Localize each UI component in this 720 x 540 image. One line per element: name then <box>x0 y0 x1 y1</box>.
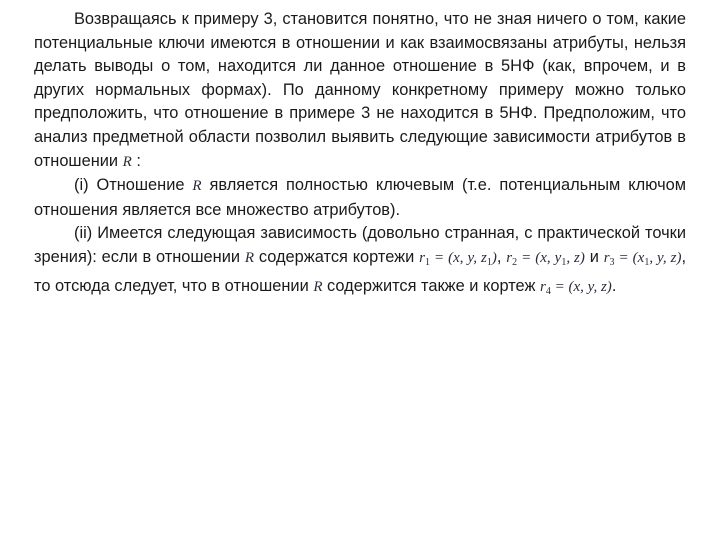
tuple-r1-index: 1 <box>424 256 430 268</box>
tuple-r3-index: 3 <box>609 256 615 268</box>
condition-i-lead: (i) Отношение <box>74 176 185 195</box>
tuple-r1-letter: r <box>419 249 425 266</box>
tuple-r2-index: 2 <box>512 256 518 268</box>
tuple-r3-value-sub: 1 <box>644 256 650 268</box>
condition-ii-lead: (ii) Имеется следующая зависимость (довольно странная, с практической точки зрения): если в отношении <box>34 224 686 266</box>
relation-R-symbol: R <box>244 249 255 266</box>
tuple-r4-formula <box>540 279 612 295</box>
relation-R-symbol: R <box>192 178 202 195</box>
tuple-r2-value-start: (x, y <box>535 249 562 266</box>
tuple-r4-letter: r <box>540 278 546 295</box>
condition-ii-comma: , <box>496 247 502 266</box>
paragraph-intro-colon: : <box>136 151 141 170</box>
tuple-r1-value-sub: 1 <box>486 256 492 268</box>
relation-R-symbol: R <box>122 153 132 170</box>
tuple-r1-equals: = <box>429 249 449 266</box>
tuple-r2-letter: r <box>506 249 513 266</box>
condition-ii-contains: содержатся кортежи <box>258 247 415 266</box>
tuple-r3-value-end: , y, z) <box>649 249 682 266</box>
tuple-r1-value-start: (x, y, z <box>448 249 487 266</box>
relation-R-symbol: R <box>313 278 323 295</box>
tuple-r3-formula <box>604 250 682 266</box>
paragraph-intro <box>34 8 686 174</box>
tuple-r2-value-end: , z) <box>566 249 585 266</box>
tuple-r4-equals: = <box>550 278 569 295</box>
tuple-r2-equals: = <box>517 249 536 266</box>
condition-ii-then: , то отсюда следует, что в отношении <box>34 247 687 295</box>
tuple-r2-value-sub: 1 <box>561 256 567 268</box>
document-body <box>34 8 686 303</box>
condition-ii-and: и <box>589 247 599 266</box>
paragraph-condition-i <box>34 174 686 222</box>
tuple-r1-value-end: ) <box>491 249 497 266</box>
tuple-r3-letter: r <box>603 249 610 266</box>
paragraph-condition-ii <box>34 222 686 303</box>
tuple-r4-index: 4 <box>545 285 551 297</box>
condition-ii-period: . <box>611 276 617 295</box>
paragraph-intro-text: Возвращаясь к примеру 3, становится понятно, что не зная ничего о том, какие потенциальные ключи имеются в отношении и как взаимосвязаны атрибуты, нельзя делать выводы о том, находится ли данное отношение в 5НФ (как, впрочем, и в других нормальных формах). По данному конкретному примеру можно только предположить, что отношение в примере 3 не находится в 5НФ. Предположим, что анализ предметной области позволил выявить следующие зависимости атрибутов в отношении <box>34 10 686 170</box>
tuple-r3-equals: = <box>614 249 633 266</box>
tuple-r4-value: (x, y, z) <box>568 278 612 295</box>
condition-i-text: является полностью ключевым (т.е. потенциальным ключом отношения является все множество атрибутов). <box>34 176 687 219</box>
condition-ii-also-contains: содержится также и кортеж <box>327 276 536 295</box>
tuple-r2-formula <box>506 250 585 266</box>
tuple-r1-formula <box>419 250 497 266</box>
tuple-r3-value-start: (x <box>632 249 645 266</box>
